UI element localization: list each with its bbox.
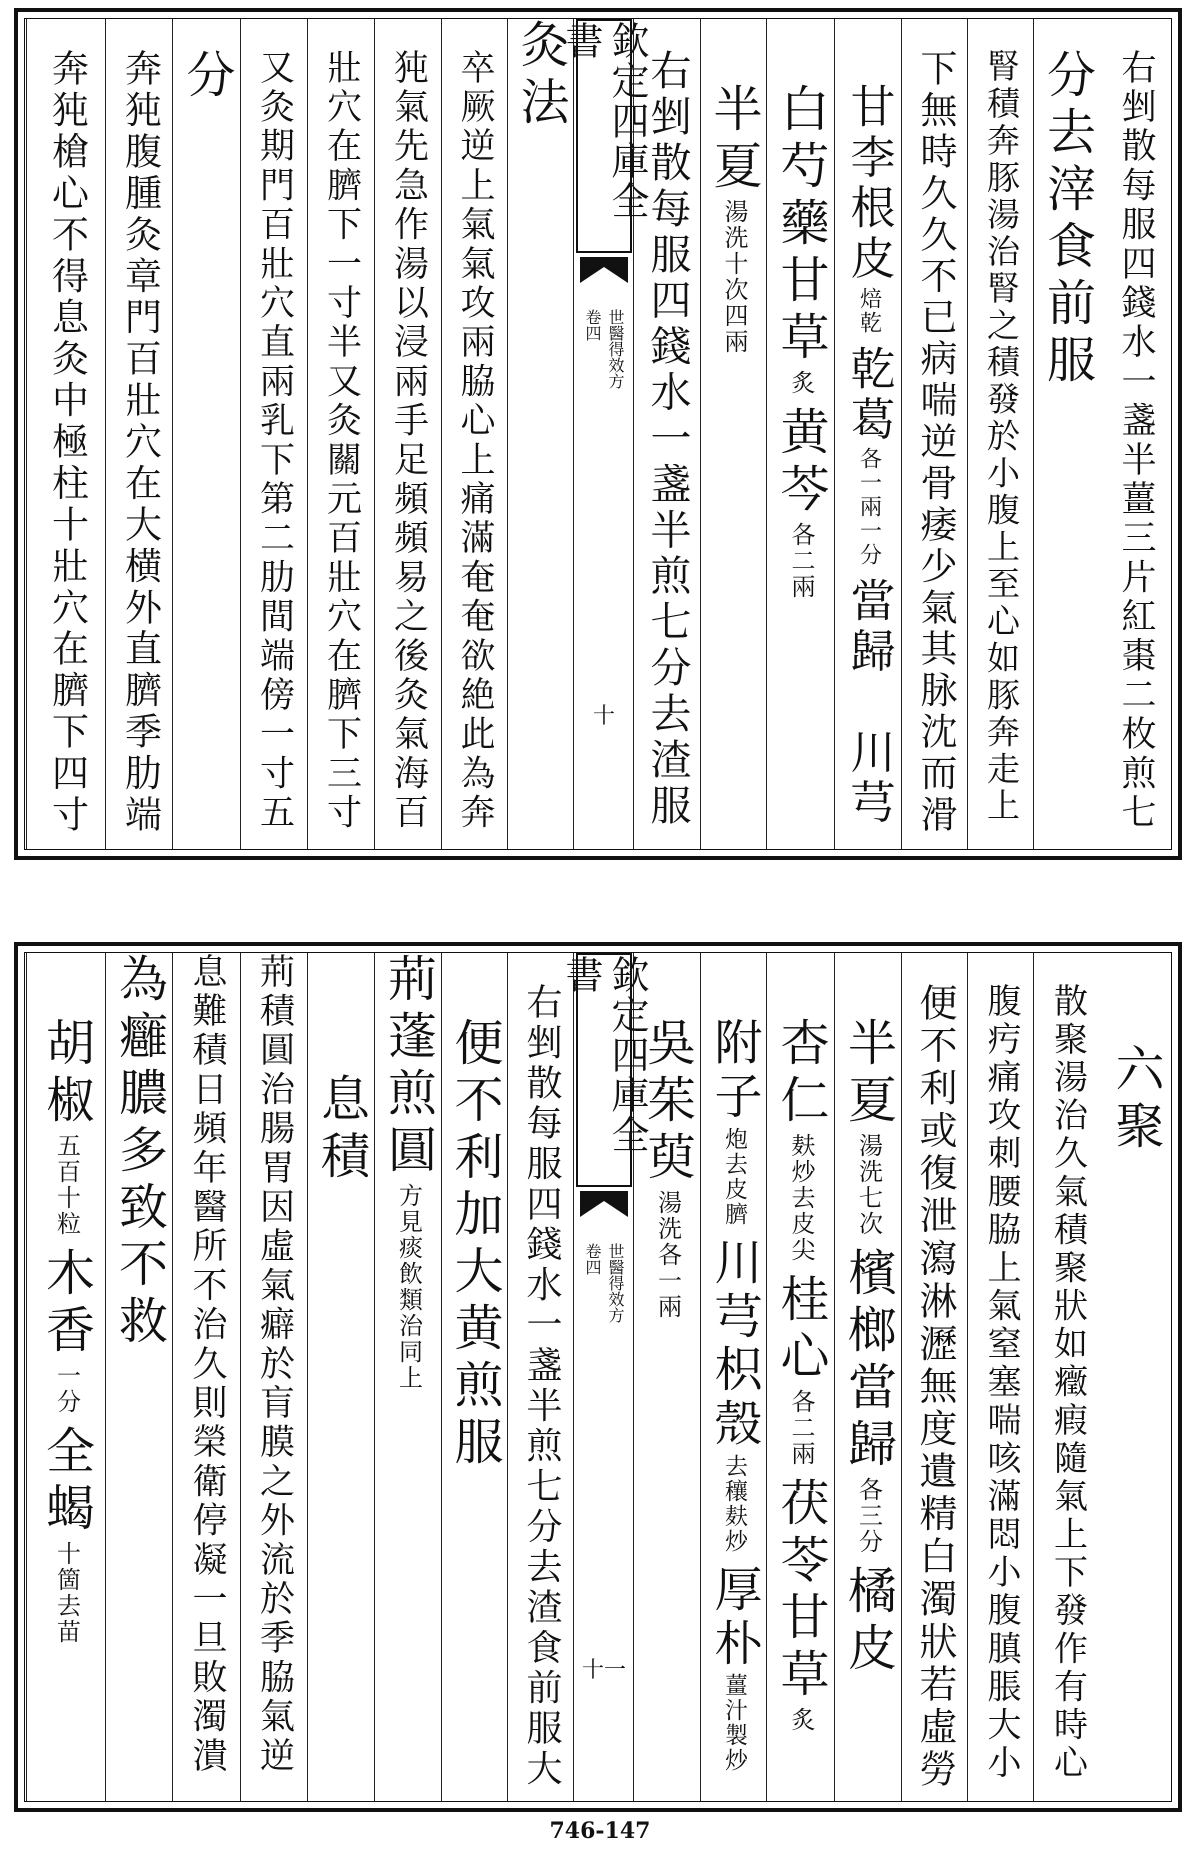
top-col-2 [1033,19,1101,849]
text-line: 為癰膿多致不救 [111,953,169,1352]
herb-name: 黄芩 [773,406,830,520]
top-col-9 [507,19,574,849]
top-banner [559,19,649,849]
herb-name: 桂心 [773,1273,830,1387]
bottom-col-5 [834,953,902,1801]
text-line: 便不利加大黄煎服 [447,1017,504,1473]
book-meta [580,1243,628,1323]
herb-name: 木香 [38,1247,96,1361]
volume-label: 卷四 [583,1243,602,1275]
annotation-note: 方見痰飲類治同上 [394,1183,423,1391]
section-heading: 六聚 [1108,1043,1165,1157]
bottom-banner [559,953,649,1801]
bottom-col-1 [1101,953,1171,1801]
top-col-6 [766,19,835,849]
bottom-col-3 [967,953,1034,1801]
book-title: 世醫得效方 [606,309,625,389]
text-line: 㹠氣先急作湯以浸兩手足頻頻易之後灸氣海百 [388,49,429,833]
text-line: 下無時久久不已病喘逆骨痿少氣其脉沈而滑 [914,49,957,837]
annotation-note: 薑汁製炒 [721,1673,747,1774]
text-line: 壯穴在臍下一寸半又灸關元百壯穴在臍下三寸 [321,49,362,833]
bottom-page-frame [24,952,1172,1802]
herb-name: 荊蓬煎圓 [380,953,438,1181]
text-line: 息難積日頻年醫所不治久則榮衛停凝一旦敗濁潰 [187,953,227,1777]
annotation-note: 各二兩 [787,1389,815,1467]
top-col-14 [172,19,241,849]
top-page-frame [24,18,1172,850]
bottom-col-12 [307,953,375,1801]
top-col-16 [26,19,106,849]
annotation-note: 湯洗各一兩 [653,1190,682,1320]
annotation-note: 各一兩一分 [856,447,882,568]
herb-name: 半夏 [840,1017,898,1131]
collection-title: 欽定四庫全書 [576,953,632,1187]
text-line: 奔㹠槍心不得息灸中極柱十壯穴在臍下四寸 [45,49,89,837]
bottom-col-7 [700,953,767,1801]
text-line: 便不利或復泄瀉淋瀝無度遺精白濁狀若虛勞 [913,983,957,1792]
bottom-col-9 [507,953,574,1801]
annotation-note: 湯洗七次 [854,1133,883,1237]
annotation-note: 五百十粒 [52,1133,81,1237]
bottom-col-4 [901,953,968,1801]
herb-name: 甘草 [773,1591,830,1705]
herb-name: 枳殼 [706,1344,762,1452]
annotation-note: 各二兩 [787,522,815,600]
annotation-note: 麸炒去皮尖 [787,1133,815,1263]
herb-name: 茯苓 [773,1477,830,1591]
text-line: 腎積奔豚湯治腎之積發於小腹上至心如豚奔走上 [982,49,1021,826]
top-col-11 [374,19,442,849]
top-col-13 [240,19,308,849]
annotation-note: 炙 [787,370,815,396]
text-line: 荊積圓治腸胃因虛氣癖於肓膜之外流於季脇氣逆 [254,953,295,1777]
bottom-col-15 [105,953,173,1801]
bottom-col-14 [172,953,241,1801]
annotation-note: 去穰麸炒 [721,1453,747,1554]
annotation-note: 炙 [787,1707,815,1733]
herb-name: 半夏 [706,83,763,197]
page-number: 746-147 [549,1818,651,1844]
text-line: 腹㽲痛攻刺腰脇上氣窒塞喘咳滿悶小腹䐜脹大小 [981,983,1021,1783]
herb-name: 當歸 川芎 [842,577,896,830]
herb-name: 杏仁 [773,1017,830,1131]
annotation-note: 湯洗十次四兩 [720,199,748,355]
book-meta [580,309,628,389]
collection-title: 欽定四庫全書 [576,19,632,253]
folio-number: 十 [592,704,615,729]
herb-name: 白芍藥 [773,83,830,254]
text-line: 又灸期門百壯穴直兩乳下第二肋間端傍一寸五 [254,49,295,833]
top-col-5 [834,19,902,849]
volume-label: 卷四 [583,309,602,341]
herb-name: 吳茱萸 [639,1017,697,1188]
book-title: 世醫得效方 [606,1243,625,1323]
herb-name: 橘皮 [840,1565,898,1679]
text-line: 分去滓食前服 [1039,49,1097,391]
herb-name: 附子 [706,1017,762,1125]
folio-number: 十一 [581,1658,626,1683]
bottom-col-13 [240,953,308,1801]
top-page [14,8,1182,860]
herb-name: 甘李根皮 [842,83,896,285]
annotation-note: 炮去皮臍 [721,1126,747,1227]
top-col-12 [307,19,375,849]
bottom-col-16 [26,953,106,1801]
herb-name: 乾葛 [842,344,896,446]
herb-name: 胡椒 [38,1017,96,1131]
top-col-4 [901,19,968,849]
top-col-15 [105,19,173,849]
annotation-note: 各三分 [854,1477,883,1555]
annotation-note: 一分 [52,1363,81,1415]
text-line: 右剉散每服四錢水一盞半煎七分去渣服 [643,49,692,830]
bottom-col-6 [766,953,835,1801]
fishtail-mark-icon [580,1191,628,1217]
section-heading: 息積 [313,1073,371,1187]
top-col-7 [700,19,767,849]
fishtail-mark-icon [580,257,628,283]
annotation-note: 十箇去苗 [52,1541,81,1645]
text-line: 右剉散每服四錢水一盞半薑三片紅棗二枚煎七 [1116,49,1156,833]
herb-name: 全蝎 [38,1425,96,1539]
text-line: 卒厥逆上氣氣攻兩脇心上痛滿奄奄欲絶此為奔 [455,49,495,833]
top-col-10 [441,19,508,849]
section-heading: 灸法 [513,19,570,133]
text-line: 分 [179,49,236,106]
herb-name: 當歸 [840,1361,898,1475]
bottom-page [14,942,1182,1812]
herb-name: 檳榔 [840,1247,898,1361]
herb-name: 甘草 [773,254,830,368]
bottom-col-2 [1033,953,1101,1801]
top-col-1 [1101,19,1171,849]
bottom-col-10 [441,953,508,1801]
text-line: 奔㹠腹腫灸章門百壯穴在大横外直臍季肋端 [118,49,162,837]
bottom-col-11 [374,953,442,1801]
herb-name: 川芎 [706,1236,762,1345]
herb-name: 厚朴 [706,1563,762,1672]
annotation-note: 焙乾 [856,286,882,335]
top-col-3 [967,19,1034,849]
text-line: 散聚湯治久氣積聚狀如癥瘕隨氣上下發作有時心 [1047,983,1088,1783]
text-line: 右剉散每服四錢水一盞半煎七分去渣食前服大 [521,983,562,1790]
